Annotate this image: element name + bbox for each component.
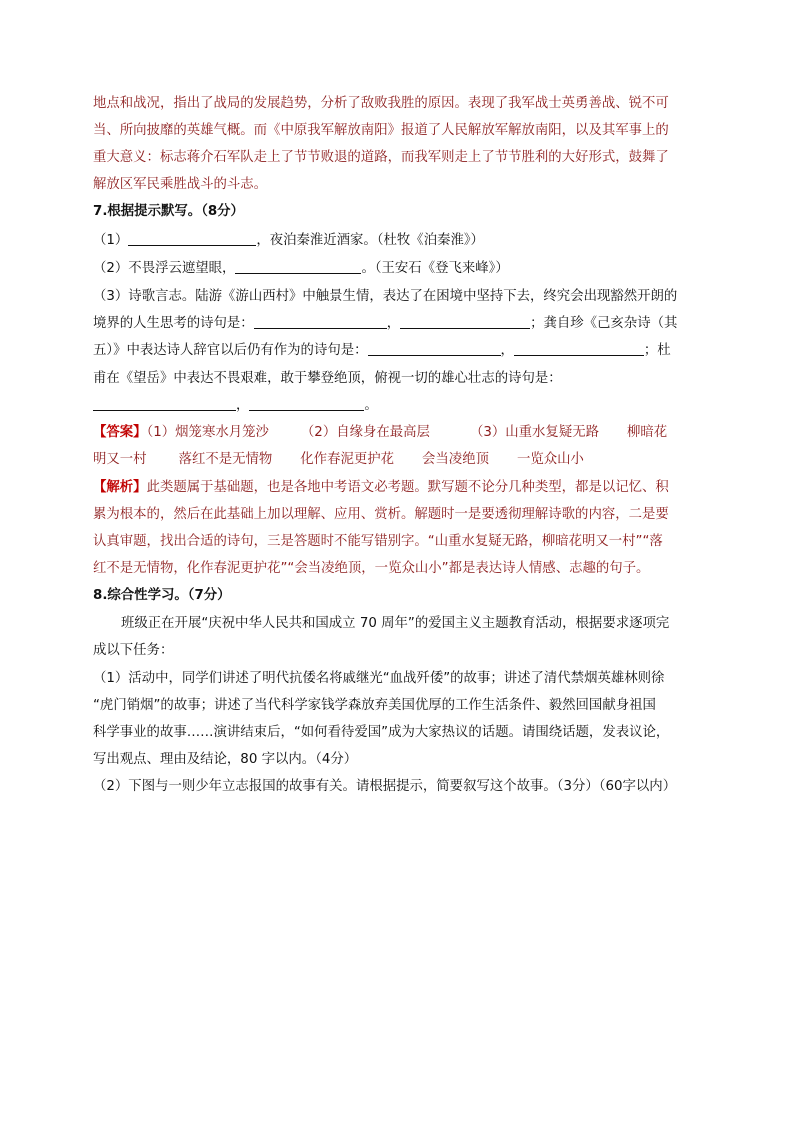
question-7-item-3-line-5 xyxy=(93,392,703,419)
question-7-answer-line-1 xyxy=(93,419,703,446)
answer-line-2-b: 落红不是无情物 xyxy=(178,452,273,467)
question-8-task-1-line-1: （1）活动中，同学们讲述了明代抗倭名将戚继光“血战歼倭”的故事；讲述了清代禁烟英雄林则徐 xyxy=(93,671,665,686)
answer-blank[interactable] xyxy=(514,339,644,356)
question-8-heading: 8.综合性学习。（7分） xyxy=(93,588,231,603)
analysis-continued-line-4: 解放区军民乘胜战斗的斗志。 xyxy=(93,177,268,192)
answer-blank[interactable] xyxy=(235,257,361,274)
analysis-line-1-text: 此类题属于基础题，也是各地中考语文必考题。默写题不论分几种类型，都是以记忆、积 xyxy=(146,480,669,495)
answer-line-2-c: 化作春泥更护花 xyxy=(300,452,395,467)
item-3-line-2-mid: ， xyxy=(386,316,401,331)
answer-blank[interactable] xyxy=(400,312,530,329)
question-7-answer-line-2 xyxy=(93,446,703,473)
answer-3a: （3）山重水复疑无路 xyxy=(469,425,599,440)
item-3-line-5-end: 。 xyxy=(364,398,378,413)
answer-line-2-d: 会当凌绝顶 xyxy=(422,452,489,467)
question-7-item-3-line-3 xyxy=(93,337,703,364)
item-3-line-3-prefix: 五）》中表达诗人辞官以后仍有作为的诗句是： xyxy=(93,343,368,358)
answer-line-2-e: 一览众山小 xyxy=(516,452,584,467)
question-7-item-3-line-2 xyxy=(93,310,703,337)
item-1-prefix: （1） xyxy=(93,233,129,248)
answer-1: （1）烟笼寒水月笼沙 xyxy=(146,425,269,440)
question-7-item-2 xyxy=(93,255,703,282)
answer-blank[interactable] xyxy=(254,312,387,329)
question-7-analysis-line-2: 累为根本的，然后在此基础上加以理解、应用、赏析。解题时一是要透彻理解诗歌的内容，二是要 xyxy=(93,507,669,522)
item-2-prefix: （2）不畏浮云遮望眼， xyxy=(93,261,236,276)
question-7-item-1 xyxy=(93,227,703,254)
question-8-task-1-line-3: 科学事业的故事……演讲结束后，“如何看待爱国”成为大家热议的话题。请围绕话题，发表议论， xyxy=(93,725,670,740)
item-2-suffix: 。（王安石《登飞来峰》） xyxy=(361,261,509,276)
answer-2: （2）自缘身在最高层 xyxy=(300,425,430,440)
question-7-analysis-line-4: 红不是无情物，化作春泥更护花”“会当凌绝顶，一览众山小”都是表达诗人情感、志趣的句子。 xyxy=(93,561,650,576)
answer-blank[interactable] xyxy=(368,339,501,356)
analysis-continued-line-1: 地点和战况，指出了战局的发展趋势，分析了敌败我胜的原因。表现了我军战士英勇善战、锐不可 xyxy=(93,96,669,111)
analysis-tag: 【解析】 xyxy=(93,480,147,495)
analysis-continued-line-3: 重大意义：标志蒋介石军队走上了节节败退的道路，而我军则走上了节节胜利的大好形式，鼓舞了 xyxy=(93,150,669,165)
question-7-heading: 7.根据提示默写。（8分） xyxy=(93,204,244,219)
question-7-item-3-line-1: （3）诗歌言志。陆游《游山西村》中触景生情，表达了在困境中坚持下去，终究会出现豁然开朗的 xyxy=(93,289,678,304)
question-7-analysis-line-1 xyxy=(93,474,703,501)
item-1-suffix: ，夜泊秦淮近酒家。（杜牧《泊秦淮》） xyxy=(256,233,484,248)
question-8-task-1-line-4: 写出观点、理由及结论，80 字以内。（4分） xyxy=(93,752,358,767)
question-8-intro-line-1: 班级正在开展“庆祝中华人民共和国成立 70 周年”的爱国主义主题教育活动，根据要求逐项完 xyxy=(121,616,670,631)
answer-blank[interactable] xyxy=(93,394,236,411)
question-7-analysis-line-3: 认真审题，找出合适的诗句，三是答题时不能写错别字。“山重水复疑无路，柳暗花明又一村”“落 xyxy=(93,534,663,549)
question-8-task-1-line-2: “虎门销烟”的故事；讲述了当代科学家钱学森放弃美国优厚的工作生活条件、毅然回国献身祖国 xyxy=(93,698,656,713)
answer-3b: 柳暗花 xyxy=(627,425,668,440)
question-8-intro-line-2: 成以下任务： xyxy=(93,643,174,658)
item-3-line-2-suffix: ；龚自珍《己亥杂诗（其 xyxy=(530,316,678,331)
answer-blank[interactable] xyxy=(249,394,364,411)
item-3-line-5-mid: ， xyxy=(236,398,250,413)
answer-blank[interactable] xyxy=(128,229,256,246)
question-8-task-2-line-1: （2）下图与一则少年立志报国的故事有关。请根据提示，简要叙写这个故事。（3分）（60字以内） xyxy=(93,779,677,794)
item-3-line-3-mid: ， xyxy=(500,343,514,358)
answer-line-2-a: 明又一村 xyxy=(93,452,147,467)
analysis-continued-line-2: 当、所向披靡的英雄气概。而《中原我军解放南阳》报道了人民解放军解放南阳，以及其军事上的 xyxy=(93,123,669,138)
question-7-item-3-line-4: 甫在《望岳》中表达不畏艰难，敢于攀登绝顶，俯视一切的雄心壮志的诗句是： xyxy=(93,371,562,386)
item-3-line-3-suffix: ；杜 xyxy=(643,343,671,358)
item-3-line-2-prefix: 境界的人生思考的诗句是： xyxy=(93,316,254,331)
answer-tag: 【答案】 xyxy=(93,425,147,440)
